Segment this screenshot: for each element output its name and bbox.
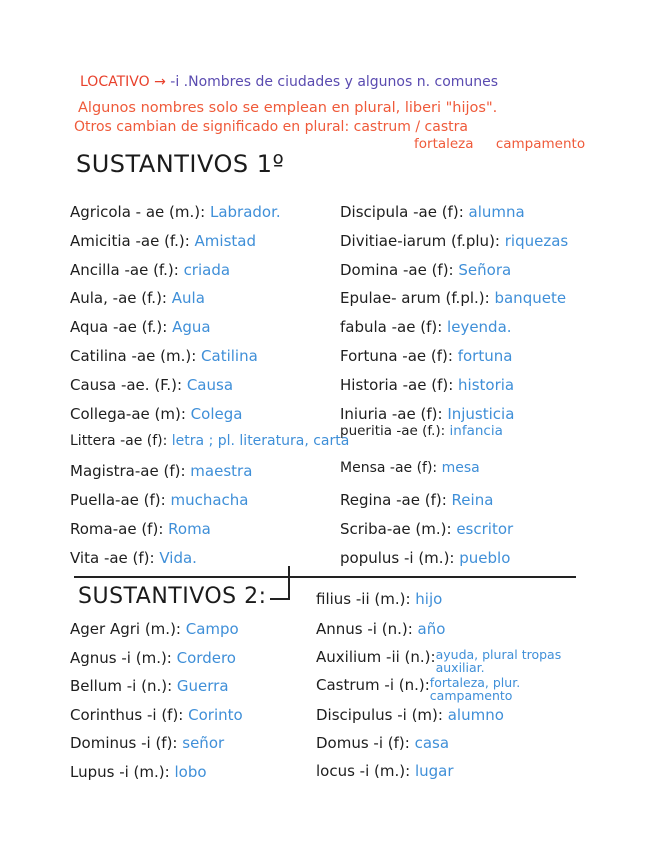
vocab-entry (340, 261, 511, 279)
vocab-entry (340, 203, 525, 221)
vocab-entry (316, 734, 449, 752)
latin-term: Roma-ae (f): (70, 519, 164, 538)
latin-term: Discipula -ae (f): (340, 203, 464, 221)
translation: infancia (445, 423, 503, 440)
vocab-entry (70, 706, 243, 724)
latin-term: locus -i (m.): (316, 762, 411, 780)
latin-term: Littera -ae (f): (70, 433, 168, 450)
latin-term: Scriba-ae (m.): (340, 519, 452, 538)
translation: señor (177, 734, 225, 753)
translation: Labrador. (205, 203, 281, 221)
translation: Agua (167, 318, 211, 337)
vocab-entry (340, 289, 566, 307)
vocab-entry (316, 620, 445, 638)
translation: criada (178, 260, 231, 279)
latin-term: Divitiae-iarum (f.plu): (340, 231, 500, 250)
latin-term: Causa -ae. (F.): (70, 375, 183, 394)
vocab-entry (316, 762, 454, 780)
latin-term: Lupus -i (m.): (70, 763, 170, 781)
vocab-entry (340, 232, 568, 250)
vocab-entry (340, 423, 503, 439)
latin-term: Collega-ae (m): (70, 404, 186, 423)
vocab-entry (70, 649, 236, 667)
translation: Catilina (196, 347, 258, 365)
latin-term: Castrum -i (n.): (316, 676, 430, 694)
translation: Injusticia (442, 404, 515, 423)
bracket-horizontal (270, 598, 290, 600)
translation: lobo (169, 763, 207, 781)
latin-term: Fortuna -ae (f): (340, 347, 453, 365)
translation: banquete (489, 289, 567, 308)
vocab-entry (70, 433, 349, 449)
latin-term: Dominus -i (f): (70, 734, 178, 753)
translation: alumno (442, 706, 504, 724)
latin-term: Iniuria -ae (f): (340, 404, 443, 423)
latin-term: Regina -ae (f): (340, 491, 447, 509)
latin-term: Discipulus -i (m): (316, 706, 443, 724)
vocab-entry (316, 706, 504, 724)
latin-term: filius -ii (m.): (316, 590, 411, 608)
latin-term: Domina -ae (f): (340, 260, 454, 279)
vocab-entry (70, 376, 233, 394)
translation: Roma (163, 519, 211, 538)
latin-term: Vita -ae (f): (70, 548, 155, 567)
latin-term: Agricola - ae (m.): (70, 203, 206, 221)
translation: Colega (185, 404, 243, 423)
latin-term: Mensa -ae (f): (340, 460, 438, 477)
vocab-entry (70, 347, 258, 365)
translation: Guerra (172, 677, 229, 696)
vocab-entry (340, 549, 510, 567)
locativo-line (80, 74, 498, 90)
translation: fortaleza, plur. campamento (429, 675, 521, 703)
latin-term: Aula, -ae (f.): (70, 289, 167, 308)
vocab-entry (70, 491, 248, 509)
latin-term: Corinthus -i (f): (70, 705, 184, 724)
locativo-label: LOCATIVO (80, 74, 150, 90)
vocab-entry (316, 676, 565, 702)
latin-term: Domus -i (f): (316, 734, 410, 752)
translation: mesa (437, 460, 480, 477)
translation: muchacha (165, 491, 249, 509)
vocab-entry (70, 405, 242, 423)
latin-term: Epulae- arum (f.pl.): (340, 289, 490, 308)
translation: pueblo (454, 548, 511, 567)
translation: Aula (166, 289, 205, 308)
translation: fortuna (452, 347, 513, 365)
translation: Reina (446, 491, 494, 509)
bracket-vertical (288, 566, 290, 600)
plural-note-line2: Otros cambian de significado en plural: castrum / castra (74, 119, 468, 135)
translation: ayuda, plural tropas auxiliar. (435, 647, 562, 675)
plural-note-line1: Algunos nombres solo se emplean en plural, liberi "hijos". (78, 100, 498, 116)
latin-term: Bellum -i (n.): (70, 677, 173, 696)
latin-term: Annus -i (n.): (316, 620, 413, 638)
latin-term: pueritia -ae (f.): (340, 423, 446, 440)
latin-term: fabula -ae (f): (340, 318, 443, 337)
latin-term: Puella-ae (f): (70, 491, 166, 509)
translation: Cordero (171, 648, 236, 667)
vocab-entry (316, 590, 442, 608)
translation: año (412, 620, 446, 638)
translation: Señora (453, 260, 512, 279)
latin-term: Ancilla -ae (f.): (70, 260, 179, 279)
vocab-entry (340, 318, 512, 336)
translation: Campo (180, 620, 239, 638)
section2-title: SUSTANTIVOS 2: (78, 584, 267, 609)
vocab-entry (70, 520, 211, 538)
arrow-icon: → (154, 74, 166, 90)
translation: maestra (185, 462, 253, 481)
vocab-entry (70, 232, 256, 250)
latin-term: Amicitia -ae (f.): (70, 231, 190, 250)
locativo-description: -i .Nombres de ciudades y algunos n. comunes (170, 74, 499, 90)
translation: riquezas (499, 231, 569, 250)
vocab-entry (70, 462, 252, 480)
vocab-entry (340, 520, 513, 538)
vocab-entry (70, 677, 229, 695)
latin-term: Agnus -i (m.): (70, 648, 172, 667)
latin-term: Catilina -ae (m.): (70, 347, 197, 365)
vocab-entry (316, 648, 571, 674)
vocab-entry (70, 763, 207, 781)
vocab-entry (70, 549, 197, 567)
vocab-entry (70, 261, 230, 279)
plural-note-line3: fortaleza campamento (414, 136, 586, 152)
translation: casa (409, 734, 450, 752)
vocab-entry (70, 203, 281, 221)
translation: escritor (451, 519, 514, 538)
latin-term: Aqua -ae (f.): (70, 318, 168, 337)
translation: Corinto (183, 705, 243, 724)
vocab-entry (70, 318, 211, 336)
translation: alumna (463, 203, 525, 221)
translation: hijo (410, 590, 443, 608)
latin-term: populus -i (m.): (340, 548, 455, 567)
translation: historia (453, 375, 515, 394)
vocab-entry (70, 289, 205, 307)
translation: leyenda. (442, 318, 512, 337)
vocab-entry (70, 620, 239, 638)
vocab-entry (340, 347, 512, 365)
vocab-entry (340, 376, 514, 394)
latin-term: Ager Agri (m.): (70, 620, 181, 638)
vocab-entry (340, 491, 493, 509)
vocab-entry (70, 734, 224, 752)
translation: Vida. (154, 548, 197, 567)
translation: letra ; pl. literatura, carta (167, 433, 350, 450)
latin-term: Historia -ae (f): (340, 375, 454, 394)
vocab-entry (340, 405, 514, 423)
latin-term: Magistra-ae (f): (70, 462, 186, 481)
translation: Causa (182, 375, 234, 394)
section1-title: SUSTANTIVOS 1º (76, 150, 285, 178)
latin-term: Auxilium -ii (n.): (316, 648, 436, 666)
translation: Amistad (189, 231, 256, 250)
section-divider (74, 576, 576, 578)
vocab-entry (340, 460, 480, 476)
translation: lugar (410, 762, 454, 780)
